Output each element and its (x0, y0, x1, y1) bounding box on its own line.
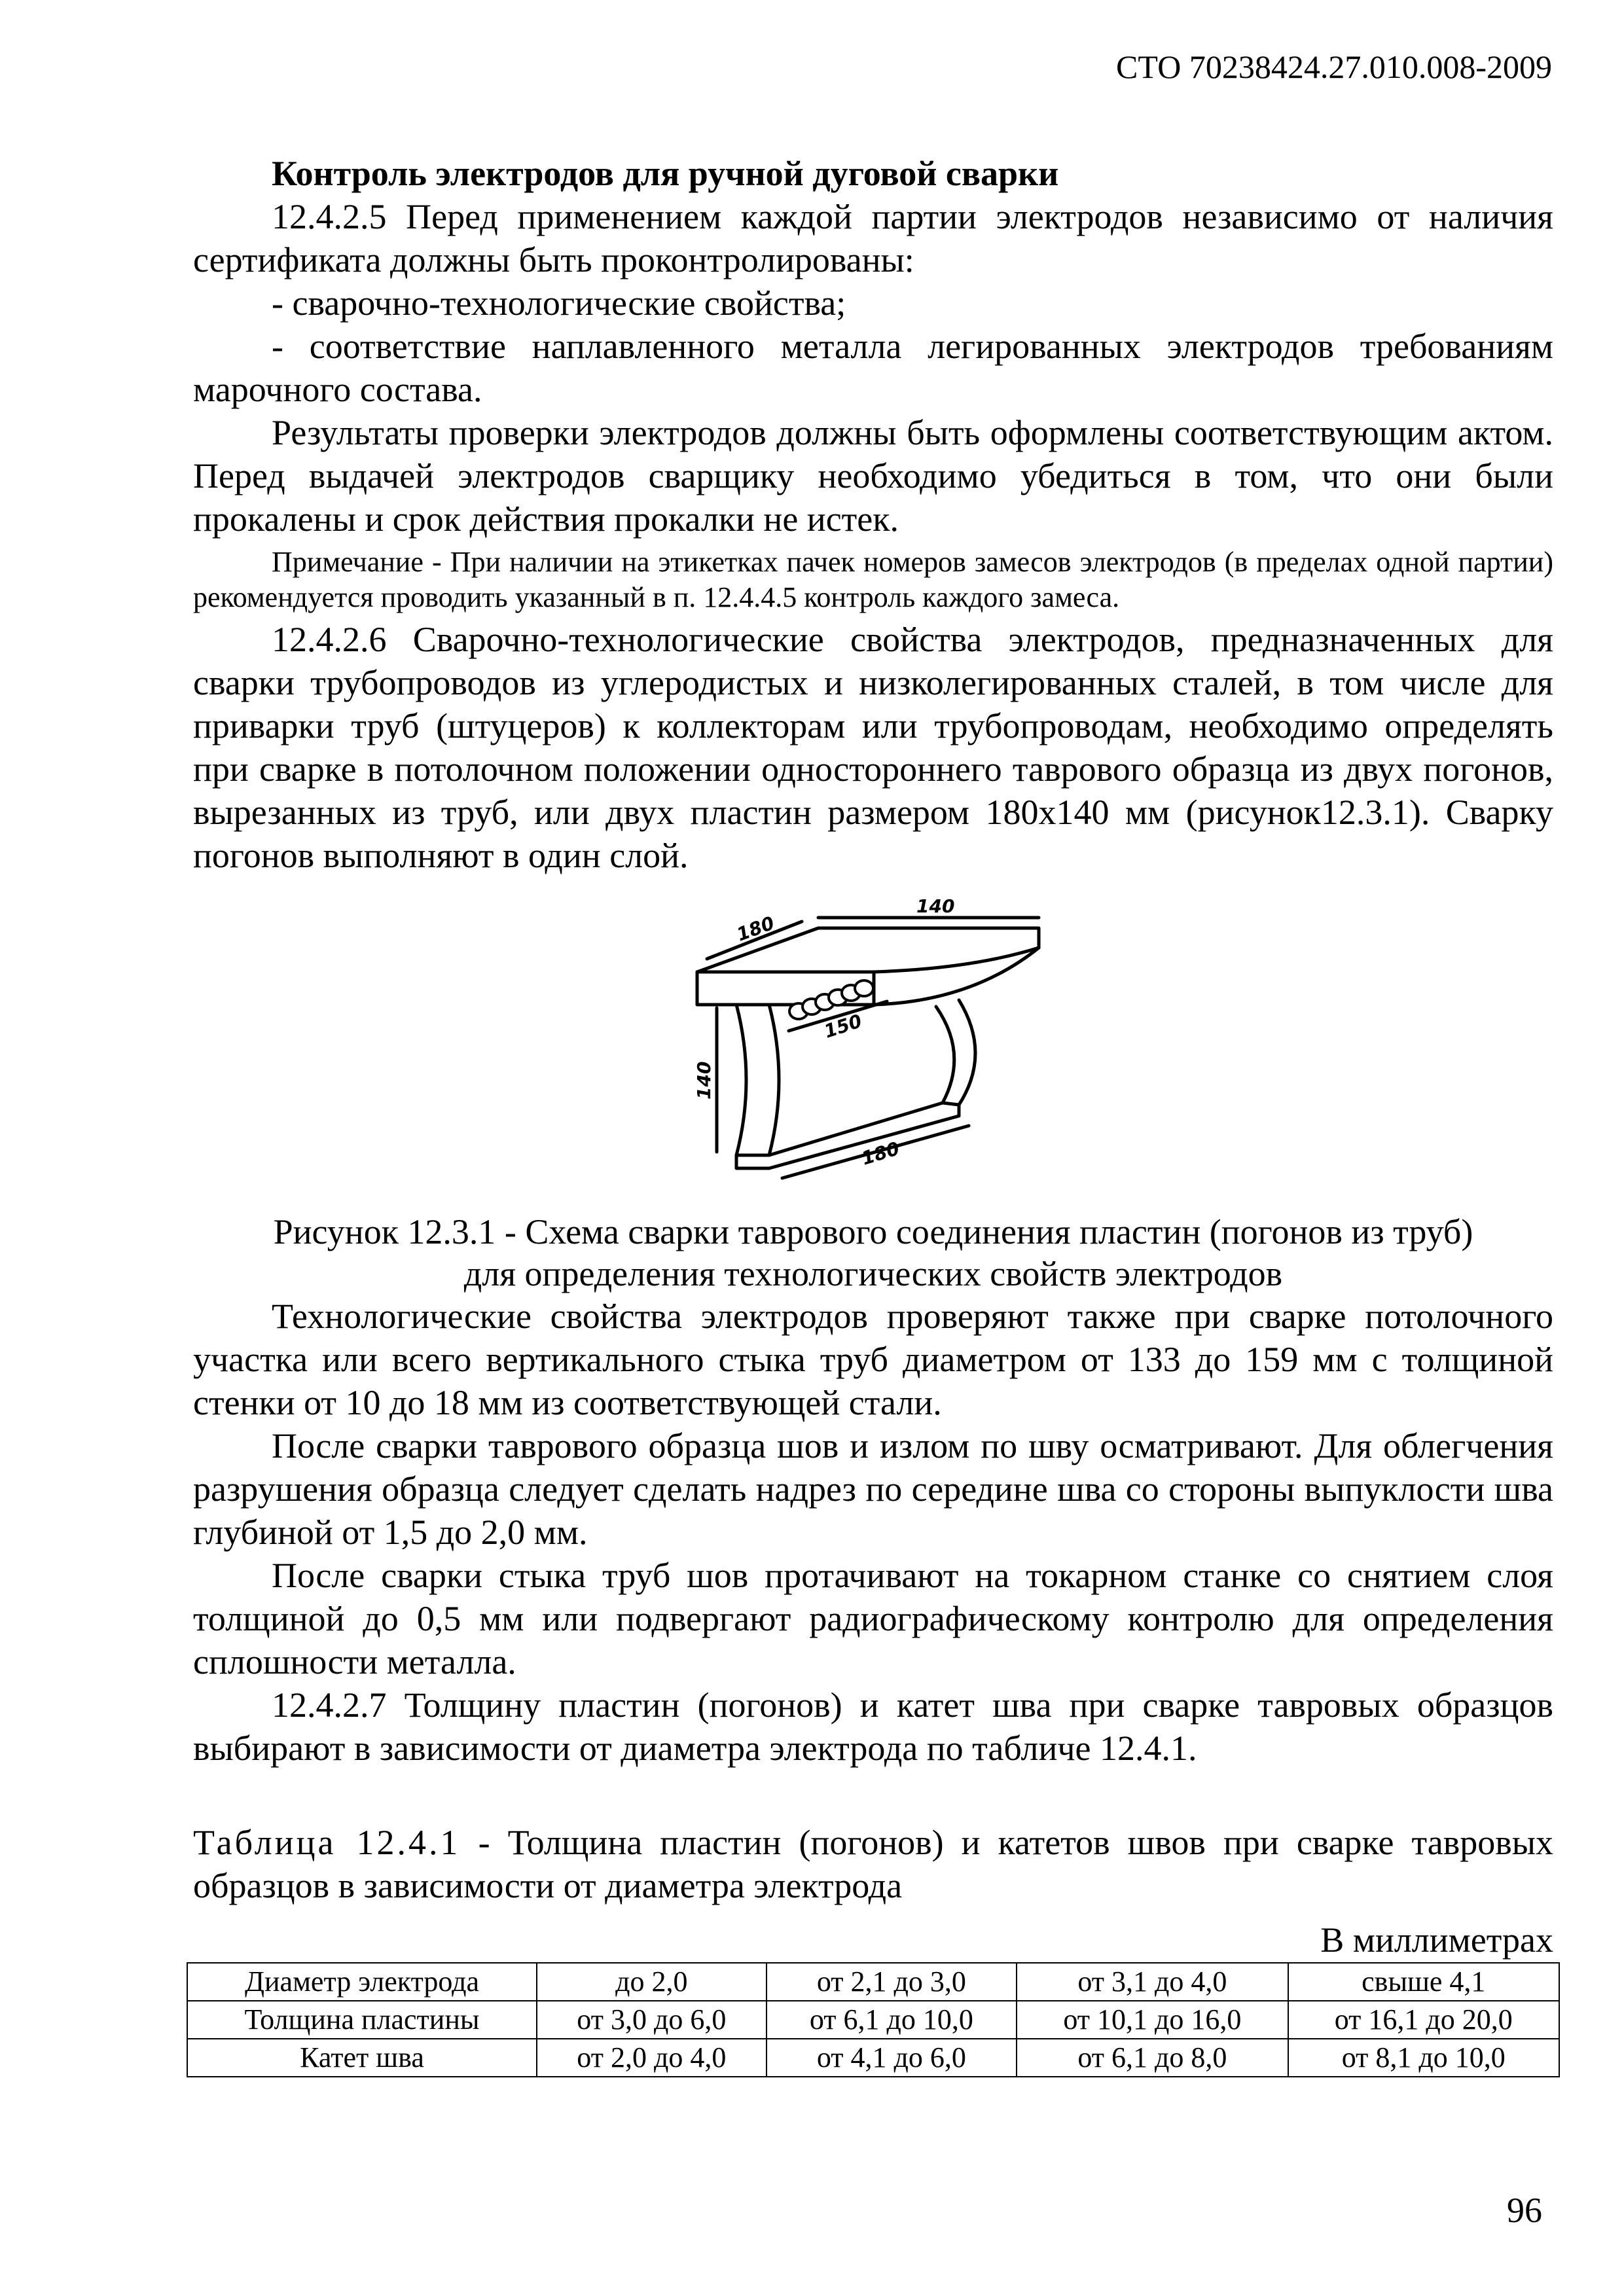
dim-label-top-left: 180 (734, 912, 778, 946)
table-cell: от 10,1 до 16,0 (1017, 2001, 1288, 2039)
note: Примечание - При наличии на этикетках пачек номеров замесов электродов (в пределах одной партии) рекомендуется проводить указанный в п. 12.4.4.5 контроль каждого замеса. (193, 546, 1553, 613)
table-cell: от 2,1 до 3,0 (767, 1963, 1017, 2001)
table-cell: до 2,0 (537, 1963, 767, 2001)
weld-bead (789, 980, 873, 1019)
dim-label-bottom: 180 (859, 1138, 902, 1170)
page-content (193, 152, 1553, 2077)
table-cell: от 8,1 до 10,0 (1288, 2039, 1559, 2077)
bullet-item-1: - сварочно-технологические свойства; (272, 283, 846, 323)
page-number: 96 (1507, 2191, 1542, 2230)
dim-label-height: 140 (693, 1061, 715, 1100)
paragraph-results: Результаты проверки электродов должны быть оформлены соответствующим актом. Перед выдачей электродов сварщику необходимо убедиться в том, что они были прокалены и срок действия прокалки не истек. (193, 413, 1553, 539)
table-cell: Диаметр электрода (187, 1963, 537, 2001)
figure-caption-line-2: для определения технологических свойств электродов (463, 1254, 1283, 1293)
paragraph-12-4-2-7: 12.4.2.7 Толщину пластин (погонов) и катет шва при сварке тавровых образцов выбирают в зависимости от диаметра электрода по табличе 12.4.1. (193, 1685, 1553, 1768)
table-title-label: Таблица 12.4.1 (193, 1823, 461, 1862)
table-cell: от 6,1 до 10,0 (767, 2001, 1017, 2039)
table-row (187, 2039, 1559, 2077)
figure-caption-line-1: Рисунок 12.3.1 - Схема сварки таврового соединения пластин (погонов из труб) (273, 1212, 1473, 1251)
table-units: В миллиметрах (1320, 1920, 1553, 1960)
table-cell: от 6,1 до 8,0 (1017, 2039, 1288, 2077)
table-cell: от 3,0 до 6,0 (537, 2001, 767, 2039)
table-cell: от 2,0 до 4,0 (537, 2039, 767, 2077)
table-row (187, 2001, 1559, 2039)
table-cell: свыше 4,1 (1288, 1963, 1559, 2001)
paragraph-12-4-2-5: 12.4.2.5 Перед применением каждой партии электродов независимо от наличия сертификата должны быть проконтролированы: (193, 197, 1553, 279)
table-title-text: - Толщина пластин (погонов) и катетов швов при сварке тавровых образцов в зависимости от диаметра электрода (193, 1823, 1553, 1905)
table-cell: Катет шва (187, 2039, 537, 2077)
electrode-table (187, 1962, 1560, 2077)
paragraph-pipe-joint: После сварки стыка труб шов протачивают на токарном станке со снятием слоя толщиной до 0,5 мм или подвергают радиографическому контролю для определения сплошности металла. (193, 1556, 1553, 1681)
dim-label-weld: 150 (821, 1010, 865, 1043)
table-row (187, 1963, 1559, 2001)
table-title (193, 1821, 1553, 1907)
table-cell: от 4,1 до 6,0 (767, 2039, 1017, 2077)
bullet-item-2: - соответствие наплавленного металла легированных электродов требованиям марочного состава. (193, 327, 1553, 409)
section-heading: Контроль электродов для ручной дуговой сварки (272, 154, 1059, 193)
paragraph-12-4-2-6: 12.4.2.6 Сварочно-технологические свойства электродов, предназначенных для сварки трубопроводов из углеродистых и низколегированных сталей, в том числе для приварки труб (штуцеров) к коллекторам или трубопроводам, необходимо определять при сварке в потолочном положении одностороннего таврового образца из двух погонов, вырезанных из труб, или двух пластин размером 180х140 мм (рисунок12.3.1). Сварку погонов выполняют в один слой. (193, 620, 1553, 875)
paragraph-after-welding: После сварки таврового образца шов и излом по шву осматривают. Для облегчения разрушения образца следует сделать надрез по середине шва со стороны выпуклости шва глубиной от 1,5 до 2,0 мм. (193, 1426, 1553, 1552)
dim-label-top-right: 140 (916, 895, 955, 917)
tee-joint-diagram (677, 890, 1096, 1191)
table-cell: Толщина пластины (187, 2001, 537, 2039)
document-code-header: СТО 70238424.27.010.008-2009 (1116, 48, 1552, 85)
vertical-plate (736, 1005, 746, 1155)
figure-tee-joint (193, 890, 1553, 1191)
paragraph-tech-properties: Технологические свойства электродов проверяют также при сварке потолочного участка или всего вертикального стыка труб диаметром от 133 до 159 мм с толщиной стенки от 10 до 18 мм из соответствующей стали. (193, 1297, 1553, 1422)
table-cell: от 16,1 до 20,0 (1288, 2001, 1559, 2039)
table-cell: от 3,1 до 4,0 (1017, 1963, 1288, 2001)
